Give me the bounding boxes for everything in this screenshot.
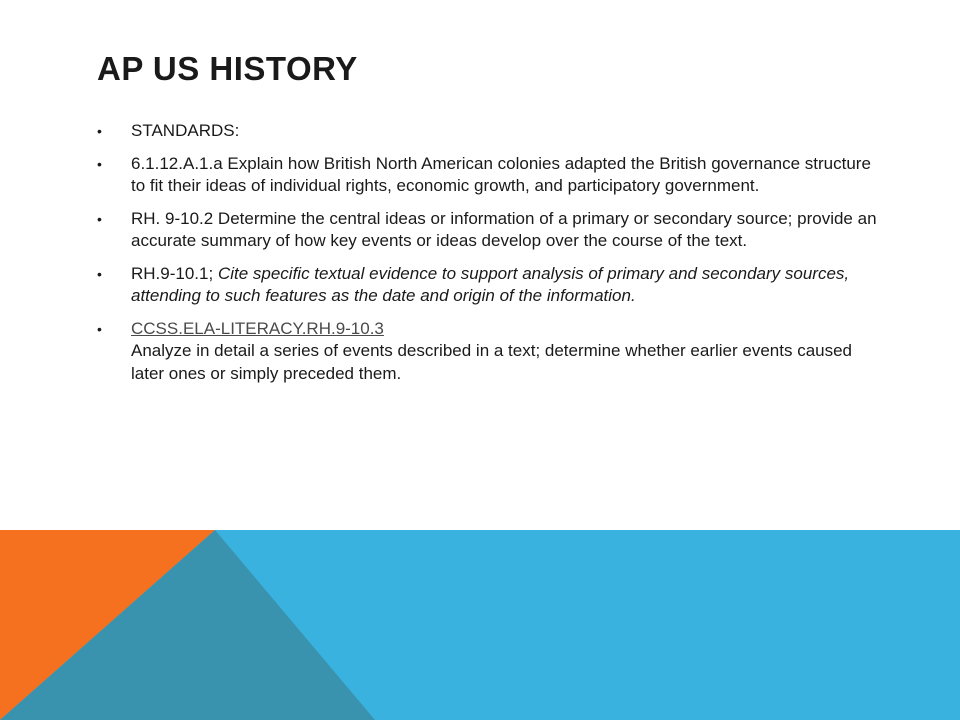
bullet-text: RH. 9-10.2 Determine the central ideas or information of a primary or secondary source; provide an accurate summary of how key events or ideas develop over the course of the text. (131, 208, 877, 250)
bullet-rh-9-10-2 (97, 208, 877, 253)
bullet-text: 6.1.12.A.1.a Explain how British North American colonies adapted the British governance structure to fit their ideas of individual rights, economic growth, and participatory government. (131, 153, 871, 195)
bullet-standards-heading (97, 120, 877, 143)
bullet-text: Analyze in detail a series of events described in a text; determine whether earlier events caused later ones or simply preceded them. (131, 341, 853, 383)
decorative-footer-band (0, 530, 960, 720)
slide-title: AP US HISTORY (97, 50, 358, 87)
standards-list (97, 120, 877, 395)
bullet-ccss-rh-9-10-3 (97, 318, 877, 386)
bullet-italic-text: Cite specific textual evidence to support analysis of primary and secondary sources, attending to such features as the date and origin of the information. (131, 263, 850, 305)
standards-heading: STANDARDS: (131, 121, 240, 140)
ccss-link[interactable]: CCSS.ELA-LITERACY.RH.9-10.3 (131, 318, 384, 338)
bullet-prefix: RH.9-10.1; (131, 263, 218, 283)
bullet-rh-9-10-1 (97, 263, 877, 308)
bullet-6-1-12 (97, 153, 877, 198)
